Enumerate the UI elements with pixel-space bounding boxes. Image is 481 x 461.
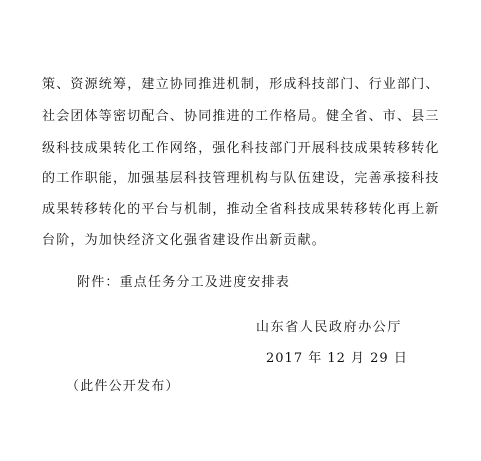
- attachment-note: 附件：重点任务分工及进度安排表: [77, 275, 291, 290]
- body-line: 级科技成果转化工作网络，强化科技部门开展科技成果转移转化: [42, 141, 440, 156]
- publication-note: （此件公开发布）: [66, 379, 180, 394]
- issue-date: 2017 年 12 月 29 日: [266, 351, 408, 366]
- body-line: 台阶，为加快经济文化强省建设作出新贡献。: [42, 233, 327, 248]
- body-line: 策、资源统筹，建立协同推进机制，形成科技部门、行业部门、: [42, 77, 440, 92]
- body-line: 社会团体等密切配合、协同推进的工作格局。健全省、市、县三: [42, 109, 440, 124]
- issuing-office: 山东省人民政府办公厅: [256, 320, 403, 335]
- body-line: 成果转移转化的平台与机制，推动全省科技成果转移转化再上新: [42, 202, 440, 217]
- body-line: 的工作职能，加强基层科技管理机构与队伍建设，完善承接科技: [42, 171, 440, 186]
